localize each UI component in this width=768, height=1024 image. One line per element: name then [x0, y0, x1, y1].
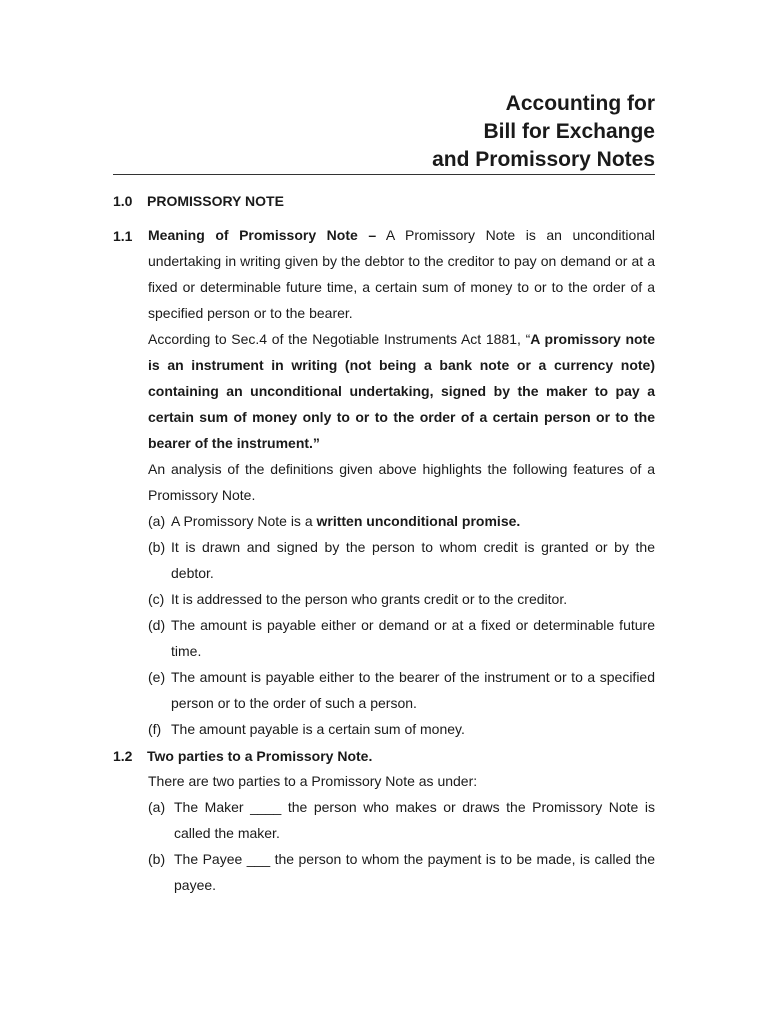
document-title [255, 90, 655, 174]
item-label: (a) [148, 513, 166, 529]
sec4-quote: A promissory note is an instrument in writing (not being a bank note or a currency note) containing an unconditional undertaking, signed by the maker to pay a certain sum of money only to or to the order of a certain person or to the bearer of the instrument.” [148, 331, 656, 451]
item-label: (e) [148, 669, 166, 685]
feature-item [148, 612, 655, 664]
section-title: PROMISSORY NOTE [147, 193, 284, 209]
section-1-0-heading [113, 191, 284, 211]
section-title: Two parties to a Promissory Note. [147, 748, 373, 764]
title-line-2: Bill for Exchange [483, 120, 655, 143]
item-label: (b) [148, 539, 166, 555]
section-1-2-body [148, 768, 655, 898]
section-number: 1.1 [113, 228, 133, 244]
feature-item [148, 664, 655, 716]
sec4-lead: According to Sec.4 of the Negotiable Instruments Act 1881, “ [148, 331, 531, 347]
item-text: The Payee ___ the person to whom the payment is to be made, is called the payee. [174, 851, 655, 893]
title-line-3: and Promissory Notes [432, 148, 655, 171]
item-text: The amount is payable either or demand or at a fixed or determinable future time. [171, 617, 655, 659]
item-text: The amount is payable either to the bearer of the instrument or to a specified person or to the order of such a person. [171, 669, 655, 711]
feature-item [148, 508, 655, 534]
item-label: (c) [148, 591, 165, 607]
parties-intro: There are two parties to a Promissory Note as under: [148, 773, 478, 789]
section-1-1-body [148, 222, 655, 742]
party-item [148, 794, 655, 846]
item-label: (b) [148, 851, 166, 867]
item-label: (a) [148, 799, 166, 815]
meaning-heading: Meaning of Promissory Note – [148, 227, 377, 243]
feature-item [148, 534, 655, 586]
meaning-paragraph [148, 222, 655, 326]
item-label: (d) [148, 617, 166, 633]
analysis-paragraph: An analysis of the definitions given above highlights the following features of a Promissory Note. [148, 461, 655, 503]
item-text: The amount payable is a certain sum of money. [171, 721, 465, 737]
party-item [148, 846, 655, 898]
title-rule [113, 174, 655, 175]
section-number: 1.2 [113, 748, 133, 764]
item-text: The Maker ____ the person who makes or draws the Promissory Note is called the maker. [174, 799, 655, 841]
item-bold-text: written unconditional promise. [316, 513, 521, 529]
feature-item [148, 716, 655, 742]
section-1-2-heading [113, 746, 372, 766]
item-text: It is drawn and signed by the person to whom credit is granted or by the debtor. [171, 539, 655, 581]
item-text: It is addressed to the person who grants credit or to the creditor. [171, 591, 568, 607]
meaning-text: A Promissory Note is an unconditional undertaking in writing given by the debtor to the creditor to pay on demand or at a fixed or determinable future time, a certain sum of money to or to the order of a specified person or to the bearer. [148, 227, 656, 321]
sec4-paragraph [148, 326, 655, 456]
feature-item [148, 586, 655, 612]
item-label: (f) [148, 721, 162, 737]
title-line-1: Accounting for [505, 92, 655, 115]
section-number: 1.0 [113, 193, 133, 209]
item-text: A Promissory Note is a [171, 513, 317, 529]
